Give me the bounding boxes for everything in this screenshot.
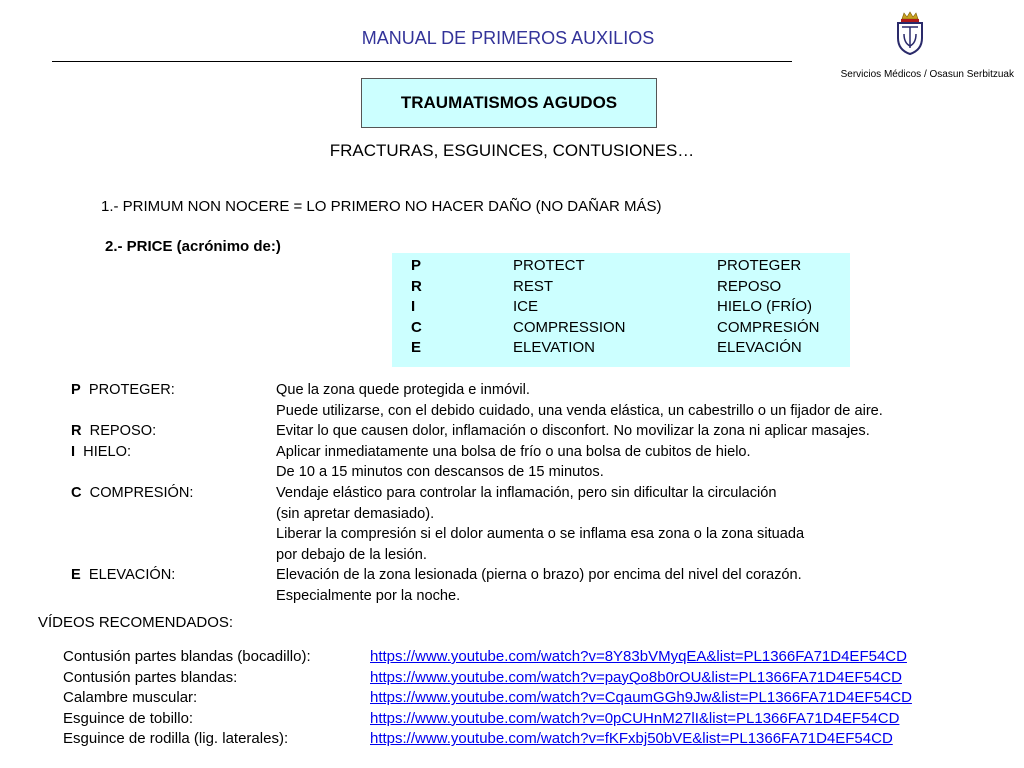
detail-text: Que la zona quede protegida e inmóvil. bbox=[276, 382, 530, 398]
section-title-box bbox=[361, 78, 657, 128]
detail-text: Liberar la compresión si el dolor aumenta o se inflama esa zona o la zona situada bbox=[276, 526, 805, 543]
detail-name: ELEVACIÓN: bbox=[88, 567, 176, 584]
detail-letter: P bbox=[71, 382, 81, 398]
price-row bbox=[392, 256, 850, 276]
detail-line bbox=[71, 545, 1011, 565]
detail-letter: I bbox=[71, 443, 76, 460]
video-link[interactable]: https://www.youtube.com/watch?v=0pCUHnM27lI&list=PL1366FA71D4EF54CD bbox=[370, 709, 900, 727]
price-english: REST bbox=[513, 277, 554, 295]
detail-label bbox=[71, 483, 193, 503]
video-label: Calambre muscular: bbox=[63, 689, 198, 707]
price-spanish: REPOSO bbox=[717, 277, 782, 295]
detail-letter: C bbox=[71, 485, 82, 501]
video-list bbox=[63, 647, 1003, 757]
price-row bbox=[392, 297, 850, 317]
price-row bbox=[392, 338, 850, 358]
detail-name: PROTEGER: bbox=[88, 382, 175, 398]
price-details bbox=[71, 380, 1011, 610]
detail-text: Especialmente por la noche. bbox=[276, 588, 461, 604]
price-letter: R bbox=[411, 277, 422, 295]
page-title: MANUAL DE PRIMEROS AUXILIOS bbox=[361, 28, 655, 48]
video-label: Contusión partes blandas: bbox=[63, 668, 238, 686]
price-english: COMPRESSION bbox=[513, 318, 626, 336]
price-letter: I bbox=[411, 298, 416, 315]
detail-name: REPOSO: bbox=[89, 423, 157, 440]
price-english: PROTECT bbox=[513, 257, 585, 274]
detail-text: Puede utilizarse, con el debido cuidado, una venda elástica, un cabestrillo o un fijador de aire. bbox=[276, 402, 883, 419]
detail-text: De 10 a 15 minutos con descansos de 15 minutos. bbox=[276, 464, 604, 481]
detail-line bbox=[71, 421, 1011, 441]
detail-text: Evitar lo que causen dolor, inflamación o disconfort. No movilizar la zona ni aplicar masajes. bbox=[276, 423, 870, 440]
detail-line bbox=[71, 442, 1011, 462]
price-letter: E bbox=[411, 339, 422, 356]
detail-name: COMPRESIÓN: bbox=[89, 485, 194, 501]
detail-line bbox=[71, 401, 1011, 421]
header-divider bbox=[52, 61, 792, 62]
price-spanish: PROTEGER bbox=[717, 257, 802, 274]
detail-label bbox=[71, 380, 175, 400]
video-label: Esguince de rodilla (lig. laterales): bbox=[63, 730, 289, 748]
video-link[interactable]: https://www.youtube.com/watch?v=payQo8b0rOU&list=PL1366FA71D4EF54CD bbox=[370, 668, 902, 686]
price-letter: P bbox=[411, 257, 422, 274]
video-link[interactable]: https://www.youtube.com/watch?v=8Y83bVMyqEA&list=PL1366FA71D4EF54CD bbox=[370, 648, 907, 665]
price-row bbox=[392, 277, 850, 297]
price-spanish: COMPRESIÓN bbox=[717, 318, 820, 336]
detail-line bbox=[71, 565, 1011, 585]
price-english: ICE bbox=[513, 298, 539, 315]
video-link[interactable]: https://www.youtube.com/watch?v=CqaumGGh9Jw&list=PL1366FA71D4EF54CD bbox=[370, 689, 912, 707]
primum-non-nocere: 1.- PRIMUM NON NOCERE = LO PRIMERO NO HACER DAÑO (NO DAÑAR MÁS) bbox=[101, 198, 662, 215]
detail-label bbox=[71, 421, 156, 441]
detail-text: (sin apretar demasiado). bbox=[276, 505, 435, 522]
detail-label bbox=[71, 565, 175, 585]
section-title: TRAUMATISMOS AGUDOS bbox=[400, 93, 618, 112]
video-label: Contusión partes blandas (bocadillo): bbox=[63, 648, 311, 665]
video-label: Esguince de tobillo: bbox=[63, 709, 194, 727]
detail-text: Vendaje elástico para controlar la inflamación, pero sin dificultar la circulación bbox=[276, 485, 777, 501]
price-heading: 2.- PRICE (acrónimo de:) bbox=[105, 238, 281, 255]
price-spanish: HIELO (FRÍO) bbox=[717, 298, 813, 315]
price-letter: C bbox=[411, 318, 422, 336]
videos-heading: VÍDEOS RECOMENDADOS: bbox=[38, 614, 234, 631]
section-subtitle: FRACTURAS, ESGUINCES, CONTUSIONES… bbox=[329, 141, 695, 160]
price-english: ELEVATION bbox=[513, 339, 595, 356]
club-crest-icon bbox=[890, 10, 930, 56]
detail-line bbox=[71, 380, 1011, 400]
detail-line bbox=[71, 483, 1011, 503]
detail-line bbox=[71, 586, 1011, 606]
detail-text: Aplicar inmediatamente una bolsa de frío o una bolsa de cubitos de hielo. bbox=[276, 443, 751, 460]
detail-letter: R bbox=[71, 423, 82, 440]
detail-line bbox=[71, 524, 1011, 544]
detail-label bbox=[71, 442, 131, 462]
price-spanish: ELEVACIÓN bbox=[717, 339, 802, 356]
organization-name: Servicios Médicos / Osasun Serbitzuak bbox=[840, 69, 1014, 80]
detail-letter: E bbox=[71, 567, 81, 584]
detail-text: Elevación de la zona lesionada (pierna o brazo) por encima del nivel del corazón. bbox=[276, 567, 802, 584]
price-row bbox=[392, 318, 850, 338]
detail-line bbox=[71, 462, 1011, 482]
price-table bbox=[392, 253, 850, 367]
detail-name: HIELO: bbox=[83, 443, 132, 460]
detail-line bbox=[71, 504, 1011, 524]
video-link[interactable]: https://www.youtube.com/watch?v=fKFxbj50bVE&list=PL1366FA71D4EF54CD bbox=[370, 730, 893, 748]
detail-text: por debajo de la lesión. bbox=[276, 546, 427, 563]
